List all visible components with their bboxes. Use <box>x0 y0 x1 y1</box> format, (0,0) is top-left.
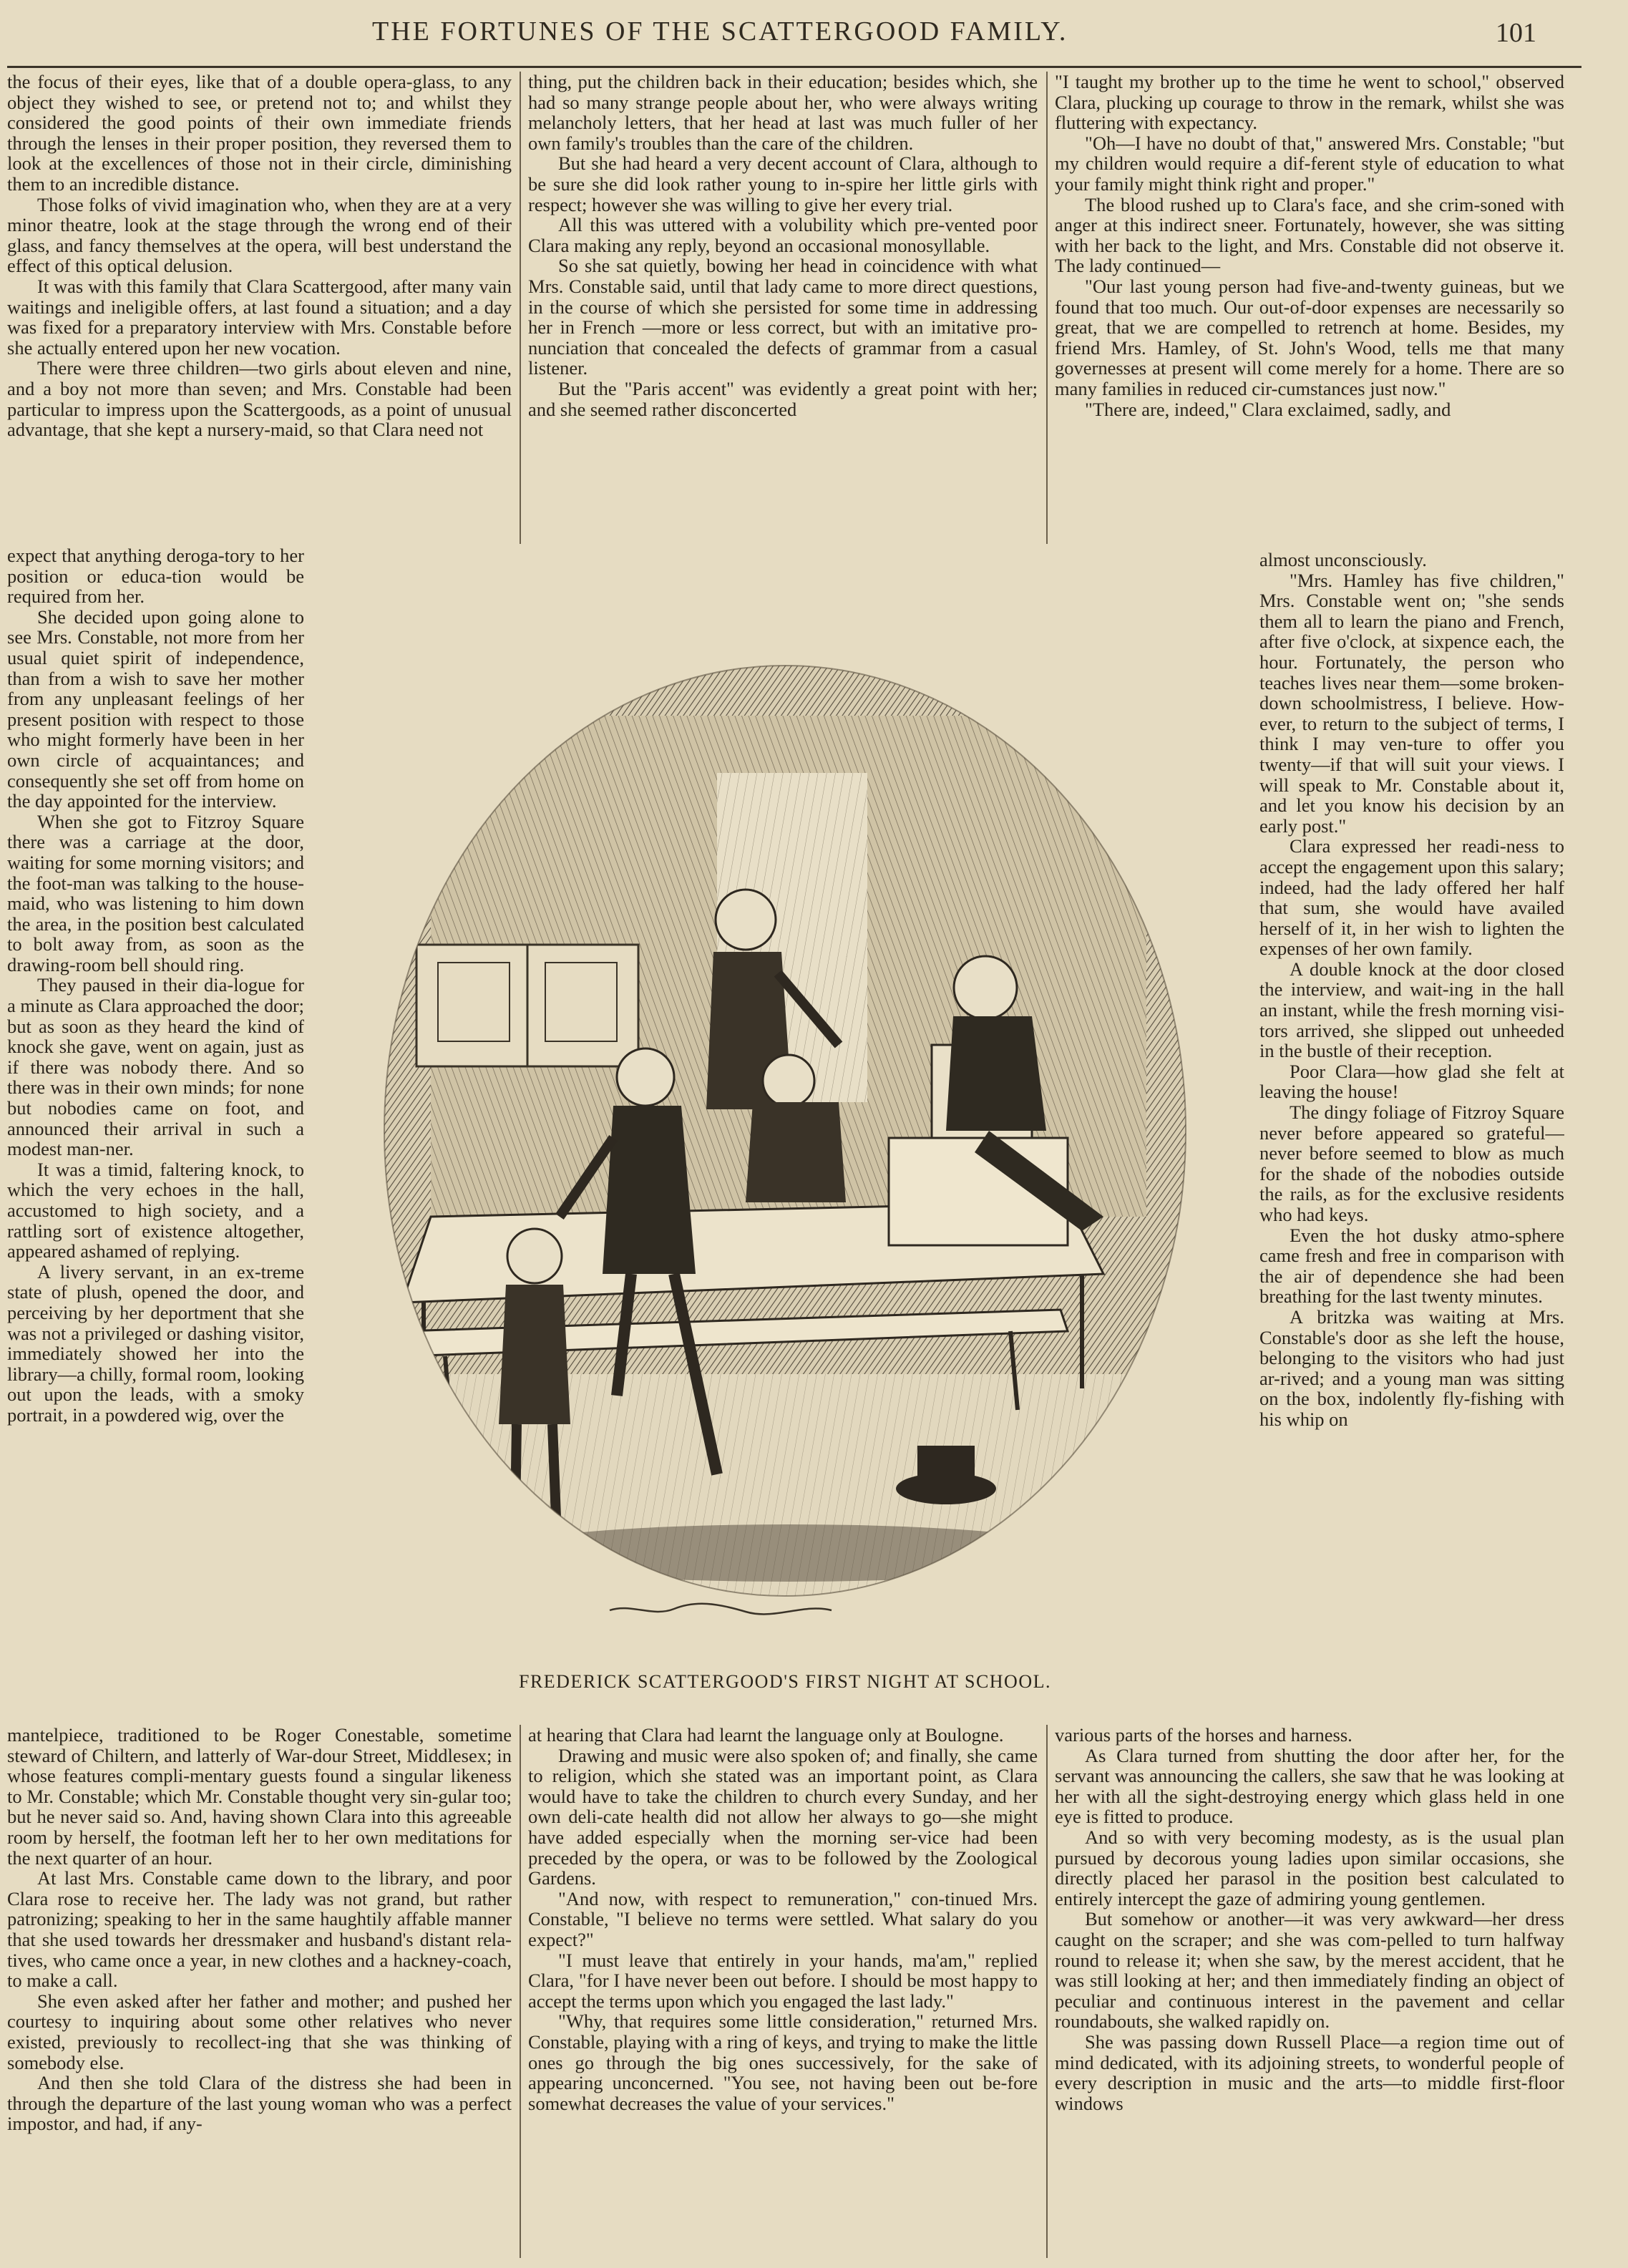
column-1-bottom <box>7 1725 512 2258</box>
column-2-top <box>528 72 1038 558</box>
engraver-signature <box>610 1604 832 1615</box>
paragraph: A britzka was waiting at Mrs. Constable's door as she left the house, belonging to the visitors who had just ar-rived; and a young man was sitting on the box, indolently fly-fishing with his whip on <box>1259 1305 1564 1430</box>
paragraph: "Mrs. Hamley has five children," Mrs. Constable went on; "she sends them all to learn the piano and French, after five o'clock, at sixpence each, the hour. Fortunately, the person who teaches lives near them—some broken-down schoolmistress, I believe. How-ever, to return to the subject of terms, I think I may ven-ture to offer you twenty—if that will suit your views. I will speak to Mr. Constable about it, and let you know his decision by an early post." <box>1259 569 1564 837</box>
paragraph: A livery servant, in an ex-treme state of plush, opened the door, and perceiving by her deportment that she was not a privileged or dashing visitor, immediately showed her into the library—a chilly, formal room, looking out upon the leads, with a smoky portrait, in a powdered wig, over the <box>7 1260 304 1426</box>
paragraph: at hearing that Clara had learnt the language only at Boulogne. <box>528 1725 1004 1746</box>
paragraph: She decided upon going alone to see Mrs. Constable, not more from her usual quiet spirit of independence, than from a wish to save her mother from any unpleasant feelings of her present position with respect to those who might formerly have been in her own circle of acquaintances; and consequently she set off from home on the day appointed for the interview. <box>7 605 304 812</box>
column-3-top <box>1055 72 1564 547</box>
paragraph: "I taught my brother up to the time he went to school," observed Clara, plucking up courage to throw in the remark, whilst she was fluttering with expectancy. <box>1055 72 1564 134</box>
paragraph: "Our last young person had five-and-twenty guineas, but we found that too much. Our out-of-door expenses are necessarily so great, that we are compelled to retrench at home. Besides, my friend Mrs. Hamley, of St. John's Wood, tells me that many governesses at present will come merely for a home. There are so many families in reduced cir-cumstances just now." <box>1055 275 1564 399</box>
paragraph: "Why, that requires some little consideration," returned Mrs. Constable, playing with a ring of keys, and trying to make the little ones go through the big ones successively, for the sake of appearing unconcerned. "You see, not having been out be-fore somewhat decreases the value of your services." <box>528 2010 1038 2114</box>
column-rule <box>520 72 521 544</box>
paragraph: "And now, with respect to remuneration," con-tinued Mrs. Constable, "I believe no terms were settled. What salary do you expect?" <box>528 1887 1038 1950</box>
illustration-engraving <box>345 587 1225 1646</box>
paragraph: Even the hot dusky atmo-sphere came fresh and free in comparison with the air of dependence she had been breathing for the last twenty minutes. <box>1259 1224 1564 1308</box>
paragraph: There were three children—two girls about eleven and nine, and a boy not more than seven; and Mrs. Constable had been particular to impress upon the Scattergoods, as a point of unusual advantage, that she kept a nursery-maid, so that Clara need not <box>7 357 512 441</box>
paragraph: various parts of the horses and harness. <box>1055 1725 1352 1746</box>
column-rule <box>1046 1725 1048 2258</box>
paragraph: The dingy foliage of Fitzroy Square never before appeared so grateful—never before seemed to blow as much for the shade of the nobodies outside the rails, as for the exclusive residents who had keys. <box>1259 1101 1564 1225</box>
column-3-bottom <box>1055 1725 1564 2258</box>
paragraph: the focus of their eyes, like that of a double opera-glass, to any object they wished to see, or pretend not to; and whilst they considered the good points of their own immediate friends through the lenses in their proper position, they reversed them to look at the excellences of those not in their circle, diminishing them to an incredible distance. <box>7 72 512 195</box>
paragraph: expect that anything deroga-tory to her position or educa-tion would be required from her. <box>7 545 304 608</box>
column-1-narrow <box>7 545 304 1723</box>
paragraph: But the "Paris accent" was evidently a great point with her; and she seemed rather disconcerted <box>528 377 1038 420</box>
paragraph: Those folks of vivid imagination who, when they are at a very minor theatre, look at the stage through the wrong end of their glass, and fancy themselves at the opera, will best understand the effect of this optical delusion. <box>7 193 512 277</box>
paragraph: At last Mrs. Constable came down to the library, and poor Clara rose to receive her. The lady was not grand, but rather patronizing; speaking to her in the same haughtily affable manner that she used towards her dressmaker and husband's distant rela-tives, who came once a year, in new clothes and a hackney-coach, to make a call. <box>7 1867 512 1992</box>
illustration-caption: FREDERICK SCATTERGOOD'S FIRST NIGHT AT SCHOOL. <box>518 1671 1051 1692</box>
paragraph: Drawing and music were also spoken of; and finally, she came to religion, which she stated was an important point, as Clara would have to take the children to church every Sunday, and her own deli-cate health did not allow her always to go—she might have added especially when the morning ser-vice had been preceded by the opera, or was to be followed by the Zoological Gardens. <box>528 1744 1038 1889</box>
paragraph: "Oh—I have no doubt of that," answered Mrs. Constable; "but my children would require a dif-ferent style of education to what your family might think right and proper." <box>1055 132 1564 195</box>
page-header <box>0 0 1628 57</box>
paragraph: It was a timid, faltering knock, to which the very echoes in the hall, accustomed to high society, and a rattling sort of existence altogether, appeared ashamed of replying. <box>7 1158 304 1262</box>
paragraph: She even asked after her father and mother; and pushed her courtesy to inquiring about some other relatives who never existed, previously to recollect-ing that she was thinking of somebody else. <box>7 1990 512 2073</box>
column-rule <box>520 1725 521 2258</box>
paragraph: A double knock at the door closed the interview, and wait-ing in the hall an instant, while the fresh morning visi-tors arrived, she slipped out unheeded in the bustle of their reception. <box>1259 958 1564 1062</box>
paragraph: It was with this family that Clara Scattergood, after many vain waitings and ineligible offers, at last found a situation; and a day was fixed for a preparatory interview with Mrs. Constable before she actually entered upon her new vocation. <box>7 275 512 359</box>
paragraph: So she sat quietly, bowing her head in coincidence with what Mrs. Constable said, until that lady came to more direct questions, in the course of which she persisted for some time in addressing her in French —more or less correct, but with an imitative pro-nunciation that concealed the defects of grammar from a casual listener. <box>528 255 1038 379</box>
header-rule <box>7 66 1581 68</box>
paragraph: thing, put the children back in their education; besides which, she had so many strange people about her, who were always writing melancholy letters, that her head at last was much fuller of her own family's troubles than the care of the children. <box>528 72 1038 154</box>
running-title: THE FORTUNES OF THE SCATTERGOOD FAMILY. <box>372 16 1068 47</box>
engraving-scene <box>345 587 1225 1646</box>
paragraph: mantelpiece, traditioned to be Roger Conestable, sometime steward of Chiltern, and latterly of War-dour Street, Middlesex; in whose features compli-mentary guests found a singular likeness to Mr. Constable; which Mr. Constable thought very sin-gular too; but he never said so. And, having shown Clara into this agreeable room by herself, the footman left her to her own meditations for the next quarter of an hour. <box>7 1725 512 1869</box>
paragraph: "I must leave that entirely in your hands, ma'am," replied Clara, "for I have never been out before. I should be most happy to accept the terms upon which you engaged the last lady." <box>528 1949 1038 2012</box>
paragraph: almost unconsciously. <box>1259 550 1427 570</box>
column-2-bottom <box>528 1725 1038 2258</box>
paragraph: When she got to Fitzroy Square there was a carriage at the door, waiting for some morning visitors; and the foot-man was talking to the house-maid, who was listening to him down the area, in the position best calculated to bolt away from, as soon as the drawing-room bell should ring. <box>7 810 304 975</box>
column-1-top <box>7 72 512 544</box>
paragraph: She was passing down Russell Place—a region time out of mind dedicated, with its adjoining streets, to wonderful people of every description in music and the arts—to middle first-floor windows <box>1055 2030 1564 2114</box>
page-number: 101 <box>1496 18 1536 48</box>
paragraph: Poor Clara—how glad she felt at leaving the house! <box>1259 1060 1564 1103</box>
paragraph: Clara expressed her readi-ness to accept the engagement upon this salary; indeed, had the lady offered her half that sum, she would have availed herself of it, in her wish to lighten the expenses of her own family. <box>1259 835 1564 960</box>
paragraph: They paused in their dia-logue for a minute as Clara approached the door; but as soon as they heard the kind of knock she gave, went on again, just as if there was nobody there. And so there was in their own minds; for none but nobodies came on foot, and announced their arrival in such a modest man-ner. <box>7 974 304 1160</box>
paragraph: And then she told Clara of the distress she had been in through the departure of the last young woman who was a perfect impostor, and had, if any- <box>7 2072 512 2135</box>
paragraph: And so with very becoming modesty, as is the usual plan pursued by decorous young ladies upon similar occasions, she directly placed her parasol in the position best calculated to entirely intercept the gaze of admiring young gentlemen. <box>1055 1826 1564 1909</box>
paragraph: As Clara turned from shutting the door after her, for the servant was announcing the callers, she saw that he was looking at her with all the sight-destroying energy which glass held in one eye is fitted to produce. <box>1055 1744 1564 1828</box>
paragraph: But somehow or another—it was very awkward—her dress caught on the scraper; and she was com-pelled to turn halfway round to release it; when she saw, by the merest accident, that he was still looking at her; and then immediately finding an object of peculiar and continuous interest in the pavement and cellar roundabouts, she walked rapidly on. <box>1055 1908 1564 2033</box>
paragraph: But she had heard a very decent account of Clara, although to be sure she did look rather young to in-spire her little girls with respect; however she was willing to give her every trial. <box>528 152 1038 215</box>
paragraph: "There are, indeed," Clara exclaimed, sadly, and <box>1085 398 1451 420</box>
column-3-narrow <box>1259 550 1564 1723</box>
paragraph: All this was uttered with a volubility which pre-vented poor Clara making any reply, beyond an occasional monosyllable. <box>528 214 1038 256</box>
column-rule <box>1046 72 1048 544</box>
paragraph: The blood rushed up to Clara's face, and she crim-soned with anger at this indirect sneer. Fortunately, however, she was sitting with her back to the light, and Mrs. Constable did not observe it. The lady continued— <box>1055 193 1564 277</box>
